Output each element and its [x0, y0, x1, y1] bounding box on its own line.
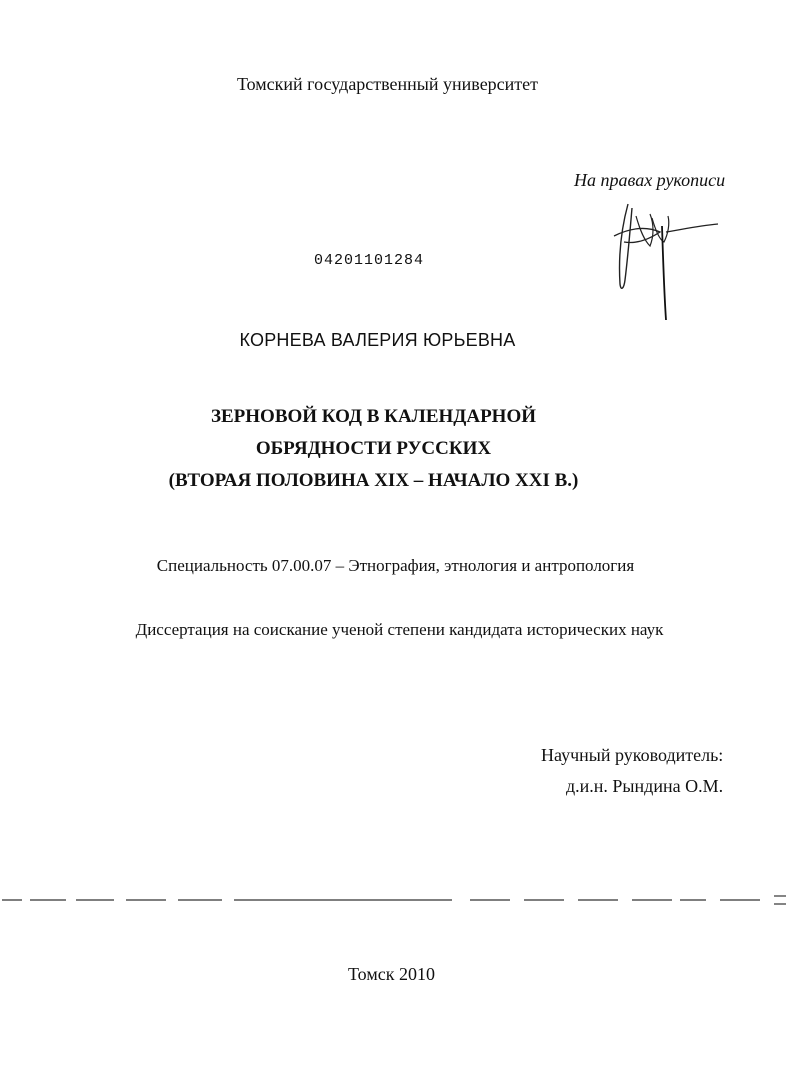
- specialty-line: Специальность 07.00.07 – Этнография, этнология и антропология: [156, 556, 635, 575]
- dissertation-line: Диссертация на соискание ученой степени кандидата исторических наук: [135, 620, 664, 639]
- author-name: КОРНЕВА ВАЛЕРИЯ ЮРЬЕВНА: [239, 330, 516, 350]
- manuscript-note: На правах рукописи: [574, 170, 726, 190]
- university-name: Томский государственный университет: [236, 74, 539, 94]
- adviser-label: Научный руководитель:: [541, 745, 724, 765]
- thesis-title-line-3: (ВТОРАЯ ПОЛОВИНА XIX – НАЧАЛО XXI В.): [168, 470, 579, 491]
- catalog-number: 04201101284: [314, 252, 425, 269]
- adviser-name: д.и.н. Рындина О.М.: [566, 776, 724, 796]
- scan-dash-line: [0, 890, 795, 910]
- thesis-title-line-2: ОБРЯДНОСТИ РУССКИХ: [255, 438, 492, 459]
- signature-image: [600, 196, 725, 326]
- thesis-title-line-1: ЗЕРНОВОЙ КОД В КАЛЕНДАРНОЙ: [210, 406, 537, 427]
- city-year: Томск 2010: [348, 964, 435, 984]
